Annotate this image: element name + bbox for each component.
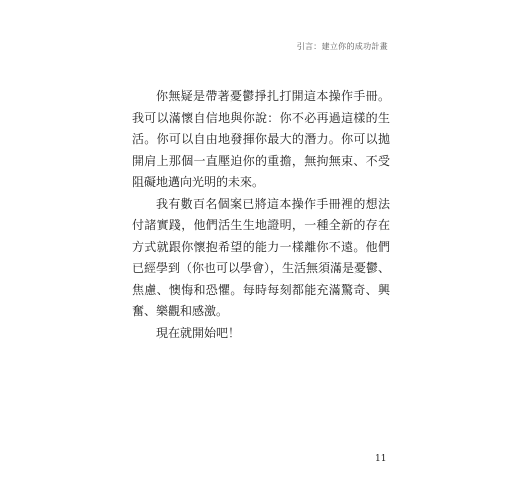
paragraph-3: 現在就開始吧！ [156, 325, 241, 340]
paragraph-2: 我有數百名個案已將這本操作手冊裡的想法付諸實踐，他們活生生地證明，一種全新的存在方式就跟你懷抱希望的能力一樣離你不遠。他們已經學到（你也可以學會），生活無須滿是憂鬱、焦慮、懊悔和恐懼。每時每刻都能充滿驚奇、興奮、樂觀和感激。 [132, 196, 391, 318]
page-number: 11 [375, 454, 387, 464]
running-header: 引言：建立你的成功計畫 [296, 42, 388, 51]
body-text [132, 86, 390, 344]
paragraph-1: 你無疑是帶著憂鬱掙扎打開這本操作手冊。我可以滿懷自信地與你說：你不必再過這樣的生活。你可以自由地發揮你最大的潛力。你可以拋開肩上那個一直壓迫你的重擔，無拘無束、不受阻礙地邁向光明的未來。 [132, 89, 390, 189]
